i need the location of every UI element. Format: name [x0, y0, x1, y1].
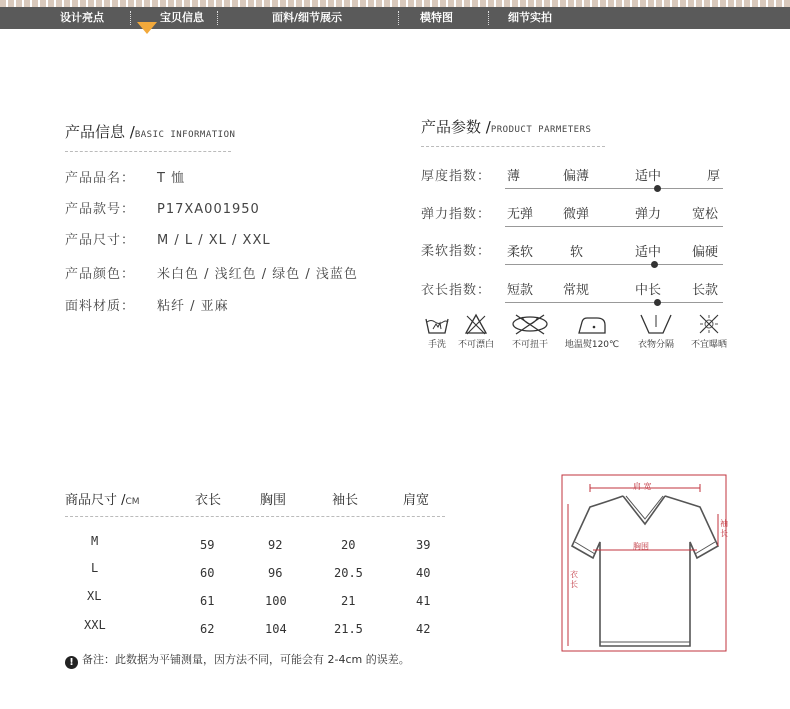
care-item: [561, 313, 623, 350]
length-index-label: 衣长指数：: [421, 283, 492, 298]
column-header: 肩宽: [403, 493, 430, 508]
table-cell: 61: [200, 594, 215, 608]
info-value: T 恤: [157, 171, 186, 186]
table-cell: 59: [200, 538, 215, 552]
size-table-title-text: 商品尺寸 /: [65, 493, 126, 508]
info-value: M / L / XL / XXL: [157, 233, 271, 248]
divider: [421, 146, 605, 147]
index-track: [505, 188, 723, 189]
column-header: 袖长: [332, 493, 359, 508]
hand-wash-icon: [424, 313, 450, 335]
warning-icon: !: [65, 656, 78, 669]
care-label: 衣物分隔: [637, 340, 674, 350]
index-option: 无弹: [507, 207, 534, 222]
nav-active-arrow: [137, 22, 157, 34]
tshirt-size-diagram: [560, 474, 730, 656]
size-cell: XXL: [84, 618, 106, 632]
chest-label: 胸围: [633, 542, 649, 551]
care-label: 地温熨120℃: [564, 340, 620, 350]
index-option: 适中: [635, 169, 662, 184]
table-cell: 21.5: [334, 622, 363, 636]
index-option: 薄: [507, 169, 521, 184]
info-row: [65, 198, 260, 217]
index-option: 柔软: [507, 245, 534, 260]
index-option: 适中: [635, 245, 662, 260]
nav-item-model[interactable]: 模特图: [420, 11, 453, 24]
shoulder-width-label: 肩 宽: [633, 482, 652, 491]
index-option: 厚: [707, 169, 721, 184]
top-decoration: [0, 0, 790, 7]
size-cell: XL: [87, 589, 102, 603]
table-cell: 20: [341, 538, 356, 552]
column-header: 胸围: [260, 493, 287, 508]
table-cell: 62: [200, 622, 215, 636]
divider: [65, 151, 231, 152]
params-title: [421, 116, 591, 137]
no-sun-icon: [697, 313, 721, 335]
body-length-label: 衣长: [570, 570, 578, 589]
size-cell: M: [91, 534, 99, 548]
sleeve-length-label: 袖长: [720, 519, 728, 538]
index-option: 短款: [507, 283, 534, 298]
nav-divider: [398, 11, 399, 25]
care-label: 手洗: [427, 340, 446, 350]
info-value: P17XA001950: [157, 202, 260, 217]
table-cell: 104: [265, 622, 287, 636]
no-bleach-icon: [464, 313, 488, 335]
note-text: 备注：此数据为平铺测量，因方法不同，可能会有 2-4cm 的误差。: [82, 653, 410, 666]
info-label: 产品品名：: [65, 171, 136, 186]
index-option: 微弹: [563, 207, 590, 222]
measurement-note: [65, 651, 410, 669]
info-row: [65, 167, 185, 186]
column-header: 衣长: [195, 493, 222, 508]
care-item: [421, 313, 453, 350]
info-label: 产品款号：: [65, 202, 136, 217]
info-value: 粘纤 / 亚麻: [157, 299, 229, 314]
info-label: 面料材质：: [65, 299, 136, 314]
params-title-en: PRODUCT PARMETERS: [490, 125, 592, 135]
table-cell: 60: [200, 566, 215, 580]
size-table-title: [65, 489, 140, 508]
size-cell: L: [91, 561, 99, 575]
index-option: 软: [570, 245, 584, 260]
basic-info-title-en: BASIC INFORMATION: [134, 130, 236, 140]
index-track: [505, 302, 723, 303]
params-title-text: 产品参数 /: [421, 118, 491, 136]
care-item: [685, 313, 733, 350]
nav-item-detail[interactable]: 细节实拍: [508, 11, 552, 24]
table-cell: 100: [265, 594, 287, 608]
basic-info-title-text: 产品信息 /: [65, 123, 135, 141]
index-track: [505, 226, 723, 227]
table-cell: 42: [416, 622, 431, 636]
table-cell: 20.5: [334, 566, 363, 580]
care-label: 不宜曝晒: [690, 340, 727, 350]
thickness-index-label: 厚度指数：: [421, 169, 492, 184]
nav-item-fabric[interactable]: 面料/细节展示: [272, 11, 343, 24]
table-cell: 96: [268, 566, 283, 580]
elasticity-index-label: 弹力指数：: [421, 207, 492, 222]
index-option: 弹力: [635, 207, 662, 222]
softness-index-marker: [651, 261, 658, 268]
care-label: 不可漂白: [457, 340, 494, 350]
info-row: [65, 229, 271, 248]
no-wring-icon: [510, 313, 550, 335]
basic-info-title: [65, 121, 235, 142]
table-cell: 39: [416, 538, 431, 552]
care-item: [632, 313, 680, 350]
table-cell: 21: [341, 594, 356, 608]
index-option: 宽松: [692, 207, 719, 222]
care-item: [452, 313, 500, 350]
index-option: 常规: [563, 283, 590, 298]
info-value: 米白色 / 浅红色 / 绿色 / 浅蓝色: [157, 267, 358, 282]
nav-item-info[interactable]: 宝贝信息: [160, 11, 204, 24]
index-option: 偏薄: [563, 169, 590, 184]
nav-bar: [0, 7, 790, 29]
index-track: [505, 264, 723, 265]
table-cell: 40: [416, 566, 431, 580]
info-row: [65, 295, 229, 314]
size-table-unit: CM: [125, 497, 140, 507]
nav-item-design[interactable]: 设计亮点: [60, 11, 104, 24]
nav-divider: [217, 11, 218, 25]
nav-divider: [130, 11, 131, 25]
care-label: 不可扭干: [511, 340, 548, 350]
table-cell: 41: [416, 594, 431, 608]
low-iron-icon: [575, 313, 609, 335]
length-index-marker: [654, 299, 661, 306]
index-option: 中长: [635, 283, 662, 298]
info-row: [65, 263, 358, 282]
index-option: 长款: [692, 283, 719, 298]
index-option: 偏硬: [692, 245, 719, 260]
table-cell: 92: [268, 538, 283, 552]
separate-wash-icon: [638, 313, 674, 335]
softness-index-label: 柔软指数：: [421, 244, 492, 259]
info-label: 产品颜色：: [65, 267, 136, 282]
thickness-index-marker: [654, 185, 661, 192]
info-label: 产品尺寸：: [65, 233, 136, 248]
care-item: [506, 313, 554, 350]
nav-divider: [488, 11, 489, 25]
divider: [65, 516, 445, 517]
